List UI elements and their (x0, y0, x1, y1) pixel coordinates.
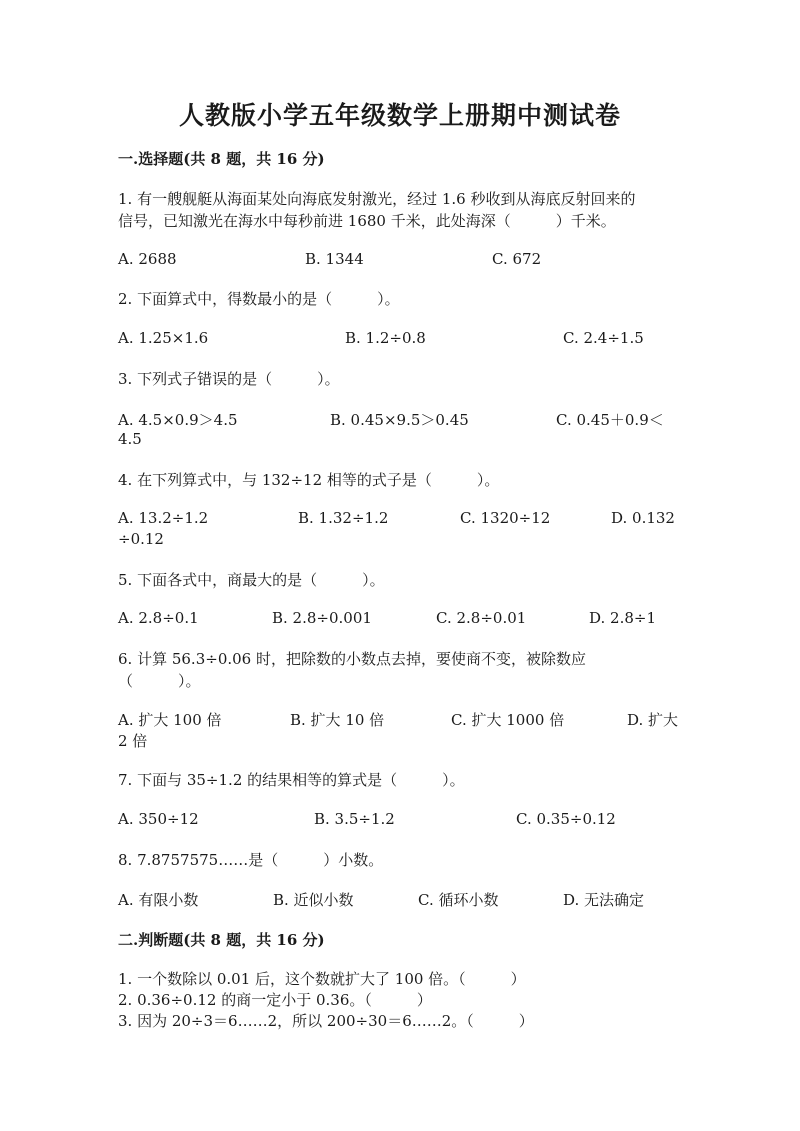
question-5-option-b: B. 2.8÷0.001 (272, 609, 372, 627)
question-5-line-1: 5. 下面各式中，商最大的是（ ）。 (118, 571, 385, 589)
question-1-option-c: C. 672 (492, 250, 542, 268)
judgement-item-2: 2. 0.36÷0.12 的商一定小于 0.36。（ ） (118, 991, 432, 1009)
question-7-option-a: A. 350÷12 (118, 810, 199, 828)
question-6-option-c: C. 扩大 1000 倍 (451, 711, 565, 729)
question-5-option-a: A. 2.8÷0.1 (118, 609, 199, 627)
question-3-line-1: 3. 下列式子错误的是（ ）。 (118, 370, 340, 388)
question-2-option-a: A. 1.25×1.6 (118, 329, 209, 347)
question-8-option-d: D. 无法确定 (563, 891, 645, 909)
question-5-option-d: D. 2.8÷1 (589, 609, 656, 627)
question-3-option-c: C. 0.45＋0.9＜ (556, 411, 664, 429)
question-6-option-a: A. 扩大 100 倍 (118, 711, 222, 729)
question-1-line-1: 1. 有一艘舰艇从海面某处向海底发射激光，经过 1.6 秒收到从海底反射回来的 (118, 190, 636, 208)
question-4-option-d-wrap: ÷0.12 (118, 530, 164, 548)
question-4-line-1: 4. 在下列算式中，与 132÷12 相等的式子是（ ）。 (118, 471, 500, 489)
question-1-line-2: 信号，已知激光在海水中每秒前进 1680 千米，此处海深（ ）千米。 (118, 212, 616, 230)
question-4-option-b: B. 1.32÷1.2 (298, 509, 389, 527)
question-7-line-1: 7. 下面与 35÷1.2 的结果相等的算式是（ ）。 (118, 771, 465, 789)
question-3-option-a: A. 4.5×0.9＞4.5 (118, 411, 238, 429)
judgement-item-3: 3. 因为 20÷3＝6……2，所以 200÷30＝6……2。（ ） (118, 1012, 534, 1030)
question-8-option-b: B. 近似小数 (273, 891, 354, 909)
judgement-item-1: 1. 一个数除以 0.01 后，这个数就扩大了 100 倍。（ ） (118, 970, 526, 988)
question-8-option-c: C. 循环小数 (418, 891, 499, 909)
question-3-option-c-wrap: 4.5 (118, 430, 142, 448)
page-title: 人教版小学五年级数学上册期中测试卷 (178, 101, 621, 130)
section-heading-judgement: 二.判断题(共 8 题，共 16 分) (118, 931, 325, 949)
question-6-option-b: B. 扩大 10 倍 (290, 711, 385, 729)
question-7-option-c: C. 0.35÷0.12 (516, 810, 616, 828)
question-6-line-1: 6. 计算 56.3÷0.06 时，把除数的小数点去掉，要使商不变，被除数应 (118, 650, 586, 668)
question-6-option-d: D. 扩大 (627, 711, 679, 729)
question-2-option-c: C. 2.4÷1.5 (563, 329, 644, 347)
question-8-line-1: 8. 7.8757575……是（ ）小数。 (118, 851, 384, 869)
question-1-option-b: B. 1344 (305, 250, 364, 268)
question-3-option-b: B. 0.45×9.5＞0.45 (330, 411, 469, 429)
question-7-option-b: B. 3.5÷1.2 (314, 810, 395, 828)
question-4-option-c: C. 1320÷12 (460, 509, 551, 527)
question-4-option-d: D. 0.132 (611, 509, 675, 527)
question-4-option-a: A. 13.2÷1.2 (118, 509, 209, 527)
question-2-option-b: B. 1.2÷0.8 (345, 329, 426, 347)
question-2-line-1: 2. 下面算式中，得数最小的是（ ）。 (118, 290, 400, 308)
question-1-option-a: A. 2688 (118, 250, 177, 268)
question-8-option-a: A. 有限小数 (118, 891, 199, 909)
question-6-option-d-wrap: 2 倍 (118, 732, 148, 750)
question-6-line-2: （ ）。 (118, 672, 201, 690)
section-heading-choice: 一.选择题(共 8 题，共 16 分) (118, 150, 325, 168)
question-5-option-c: C. 2.8÷0.01 (436, 609, 527, 627)
